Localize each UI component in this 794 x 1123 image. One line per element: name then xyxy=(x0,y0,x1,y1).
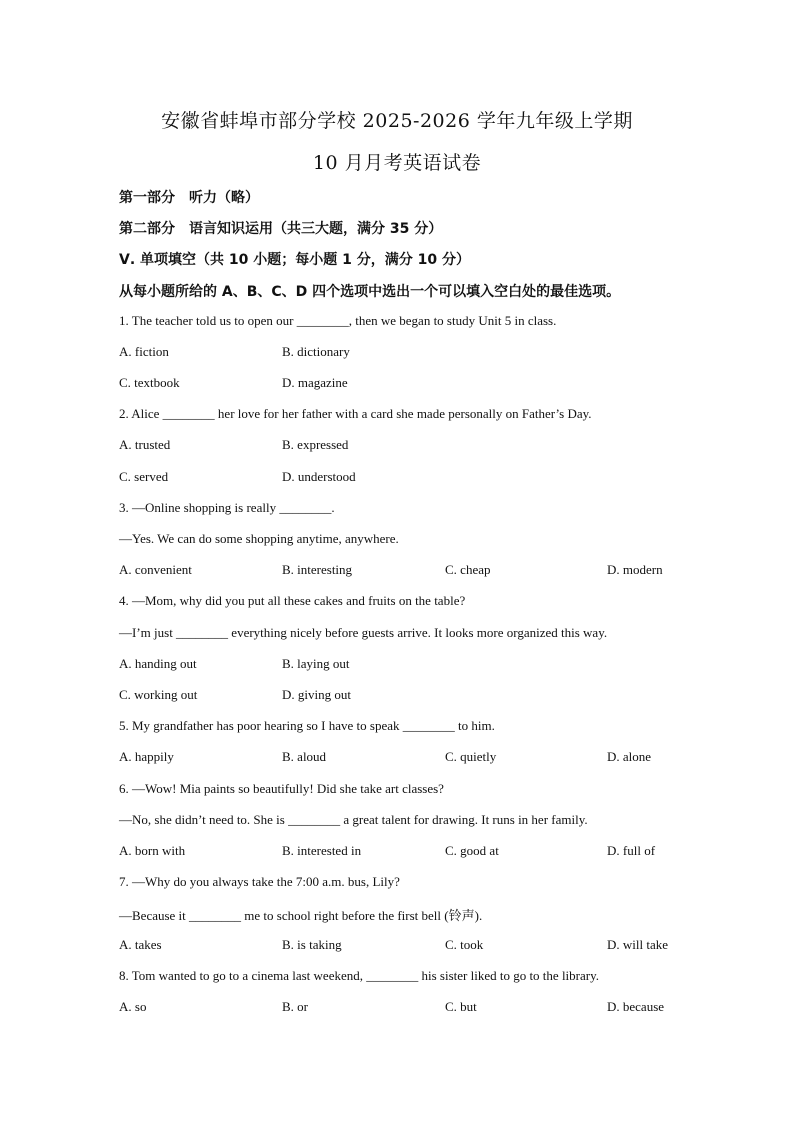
question-2-stem: 2. Alice ________ her love for her father with a card she made personally on Father’s Day. xyxy=(119,406,592,421)
q2-option-b: B. expressed xyxy=(282,437,349,452)
question-7-stem: 7. —Why do you always take the 7:00 a.m. bus, Lily? xyxy=(119,874,400,889)
q8-option-b: B. or xyxy=(282,999,308,1014)
exam-title-line1: 安徽省蚌埠市部分学校 2025-2026 学年九年级上学期 xyxy=(161,110,633,132)
q5-option-c: C. quietly xyxy=(445,749,497,764)
q5-option-b: B. aloud xyxy=(282,749,327,764)
q6-option-d: D. full of xyxy=(607,843,656,858)
q3-option-c: C. cheap xyxy=(445,562,491,577)
question-5-stem: 5. My grandfather has poor hearing so I have to speak ________ to him. xyxy=(119,718,495,733)
q8-option-d: D. because xyxy=(607,999,665,1014)
q4-option-d: D. giving out xyxy=(282,687,351,702)
question-7-reply: —Because it ________ me to school right before the first bell (铃声). xyxy=(119,908,483,923)
question-4-reply: —I’m just ________ everything nicely before guests arrive. It looks more organized this way. xyxy=(119,625,608,640)
question-1-stem: 1. The teacher told us to open our ________, then we began to study Unit 5 in class. xyxy=(119,313,557,328)
q1-option-a: A. fiction xyxy=(119,344,169,359)
question-3-stem: 3. —Online shopping is really ________. xyxy=(119,500,335,515)
part2-heading: 第二部分 语言知识运用（共三大题，满分 35 分） xyxy=(119,221,443,237)
q8-option-c: C. but xyxy=(445,999,477,1014)
question-6-stem: 6. —Wow! Mia paints so beautifully! Did she take art classes? xyxy=(119,781,444,796)
exam-title-line2: 10 月月考英语试卷 xyxy=(312,152,482,174)
question-8-stem: 8. Tom wanted to go to a cinema last weekend, ________ his sister liked to go to the library. xyxy=(119,968,599,983)
q2-option-c: C. served xyxy=(119,469,169,484)
q1-option-c: C. textbook xyxy=(119,375,180,390)
q5-option-d: D. alone xyxy=(607,749,652,764)
question-3-reply: —Yes. We can do some shopping anytime, anywhere. xyxy=(119,531,399,546)
section5-heading: Ⅴ. 单项填空（共 10 小题；每小题 1 分，满分 10 分） xyxy=(119,252,470,268)
q3-option-a: A. convenient xyxy=(119,562,192,577)
q2-option-a: A. trusted xyxy=(119,437,171,452)
q7-option-a: A. takes xyxy=(119,937,162,952)
q6-option-b: B. interested in xyxy=(282,843,362,858)
q8-option-a: A. so xyxy=(119,999,147,1014)
q4-option-a: A. handing out xyxy=(119,656,197,671)
q6-option-a: A. born with xyxy=(119,843,186,858)
part1-heading: 第一部分 听力（略） xyxy=(119,190,259,206)
question-4-stem: 4. —Mom, why did you put all these cakes and fruits on the table? xyxy=(119,593,466,608)
q1-option-d: D. magazine xyxy=(282,375,348,390)
q1-option-b: B. dictionary xyxy=(282,344,350,359)
q2-option-d: D. understood xyxy=(282,469,356,484)
q3-option-d: D. modern xyxy=(607,562,663,577)
q3-option-b: B. interesting xyxy=(282,562,353,577)
q7-option-c: C. took xyxy=(445,937,484,952)
q4-option-b: B. laying out xyxy=(282,656,350,671)
instruction-text: 从每小题所给的 A、B、C、D 四个选项中选出一个可以填入空白处的最佳选项。 xyxy=(119,284,621,300)
q7-option-b: B. is taking xyxy=(282,937,342,952)
q5-option-a: A. happily xyxy=(119,749,174,764)
q4-option-c: C. working out xyxy=(119,687,198,702)
q7-option-d: D. will take xyxy=(607,937,669,952)
q6-option-c: C. good at xyxy=(445,843,499,858)
question-6-reply: —No, she didn’t need to. She is ________ a great talent for drawing. It runs in her family. xyxy=(119,812,588,827)
